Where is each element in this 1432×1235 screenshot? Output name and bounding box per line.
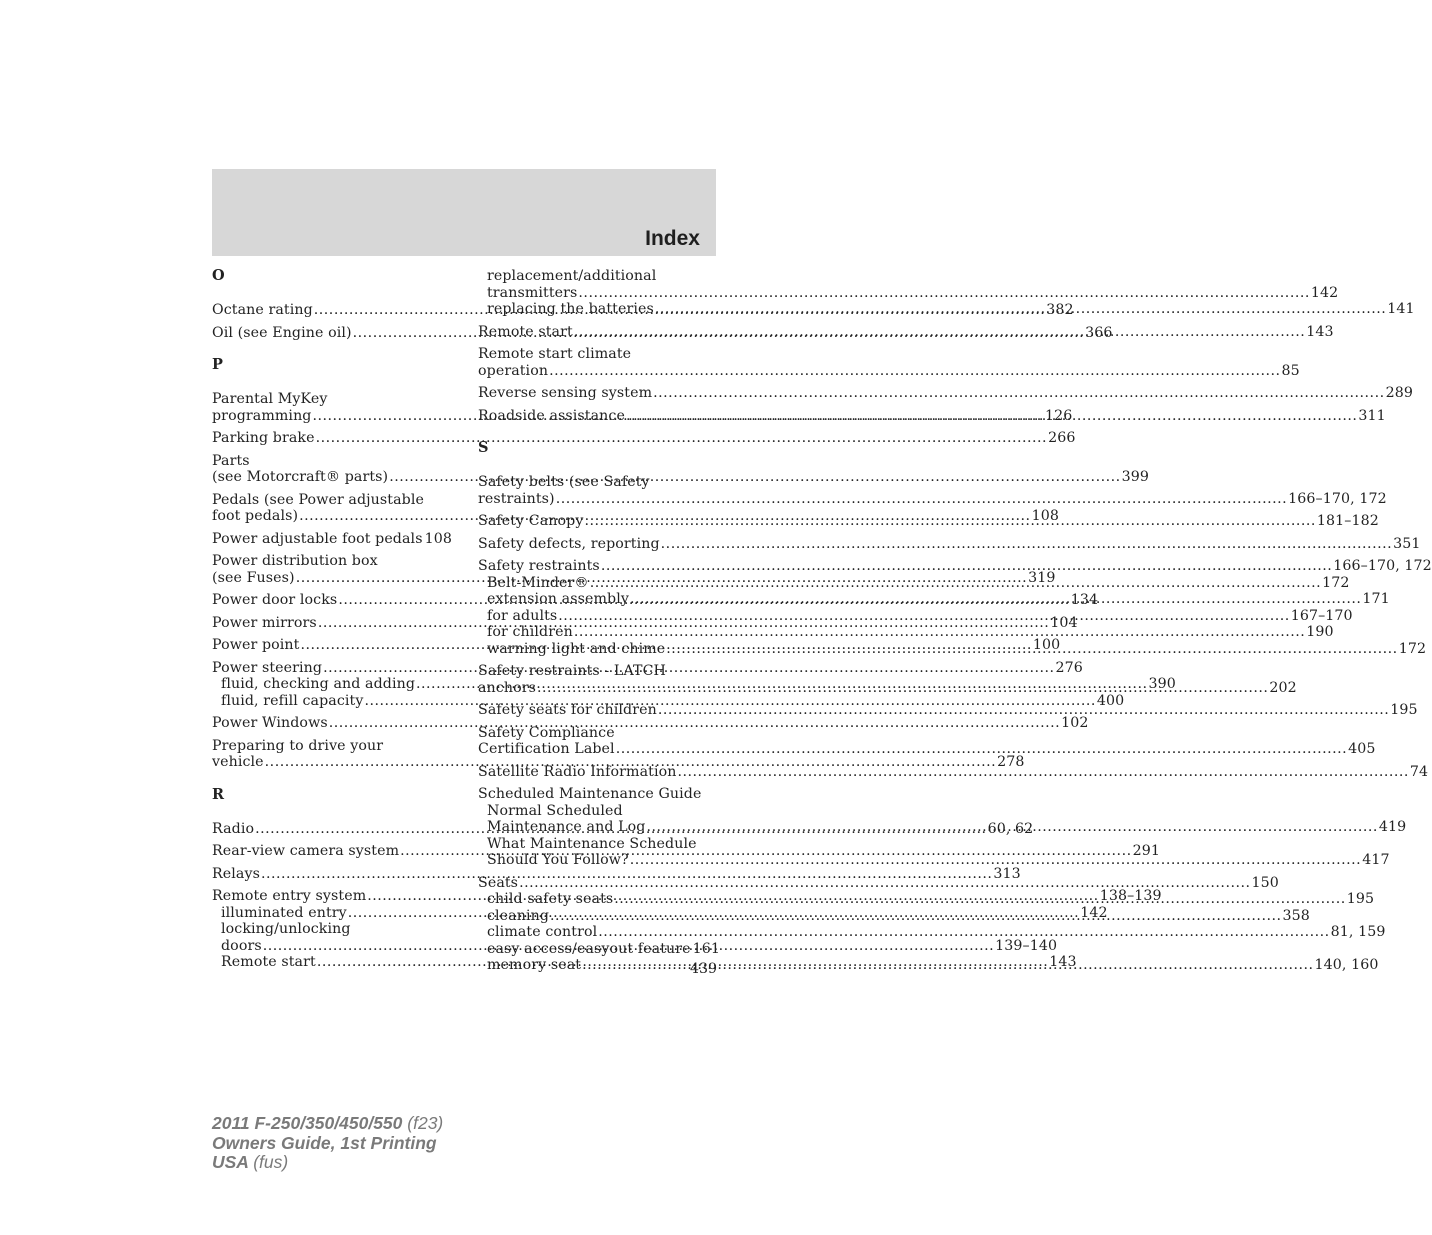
index-page-ref: 181–182 [1316, 513, 1379, 529]
index-term: Remote entry system [212, 888, 367, 904]
index-page-ref: 313 [993, 865, 1021, 882]
footer-market-line [212, 1153, 443, 1173]
index-subentry-line [478, 940, 721, 958]
index-entry-line [212, 738, 450, 755]
index-page-ref: 351 [1393, 535, 1421, 552]
index-page-ref: 172 [1322, 574, 1350, 591]
index-term: Reverse sensing system [478, 385, 653, 401]
index-page-ref: 81, 159 [1330, 924, 1386, 940]
index-term: restraints) [478, 490, 555, 507]
dot-leader [556, 491, 1287, 508]
index-term: Power point [212, 637, 300, 653]
index-entry [478, 702, 1418, 719]
index-page-ref: 417 [1362, 852, 1390, 868]
index-page-ref: 142 [1310, 284, 1339, 301]
index-term: cleaning [487, 907, 550, 924]
index-page-ref: 141 [1387, 301, 1415, 317]
index-page-ref: 171 [1362, 591, 1390, 607]
index-page-ref: 143 [1306, 323, 1334, 340]
index-term: replacement/additional [487, 268, 657, 284]
index-term: (see Motorcraft® parts) [212, 469, 389, 485]
dot-leader [655, 301, 1386, 318]
index-page-ref: 319 [1028, 569, 1056, 586]
index-page-ref: 108 [1031, 508, 1059, 524]
index-entry-line [478, 385, 1413, 402]
index-entry-line [478, 874, 1279, 892]
index-term: Remote start [221, 954, 316, 970]
footer-model-code: (f23) [407, 1113, 444, 1133]
index-entry [478, 763, 1429, 781]
index-page-ref: 366 [1085, 324, 1113, 341]
footer-edition: Owners Guide, 1st Printing [212, 1132, 437, 1153]
index-page-ref: 311 [1358, 407, 1386, 424]
index-entry-line [212, 531, 450, 548]
index-entry-line [212, 715, 1089, 732]
index-letter-heading: O [212, 267, 225, 284]
document-footer [212, 1114, 443, 1173]
index-term: Should You Follow? [487, 852, 629, 868]
index-entry-line [478, 558, 1432, 575]
dot-leader [584, 513, 1315, 530]
index-page-ref: 100 [1032, 637, 1061, 653]
index-term: operation [478, 362, 549, 379]
index-subentry-line [212, 921, 450, 938]
index-term: locking/unlocking [221, 921, 351, 937]
dot-leader [653, 385, 1384, 402]
index-term: transmitters [487, 284, 578, 301]
index-page-ref: 419 [1378, 819, 1407, 835]
index-entry [478, 346, 1300, 379]
index-term: Pedals (see Power adjustable [212, 491, 424, 508]
index-page-ref: 276 [1055, 659, 1083, 676]
index-term: child safety seats [487, 891, 614, 907]
index-page-ref: 108 [424, 530, 452, 547]
index-term: easy access/easyout feature [487, 940, 691, 957]
index-subentry-line [478, 624, 1334, 641]
section-title: Index [645, 227, 700, 250]
index-term: Safety belts (see Safety [478, 474, 650, 490]
index-page-ref: 291 [1132, 843, 1160, 859]
dot-leader [601, 558, 1332, 575]
footer-model-line [212, 1114, 443, 1134]
index-page-ref: 134 [1070, 592, 1099, 608]
index-term: Safety restraints - LATCH [478, 663, 667, 679]
index-term: Parking brake [212, 430, 315, 446]
index-term: Power steering [212, 659, 323, 676]
index-letter-heading: P [212, 356, 224, 373]
index-page-ref: 161 [692, 940, 721, 957]
dot-leader [598, 924, 1329, 941]
dot-leader [578, 285, 1309, 302]
index-term: Seats [478, 874, 519, 891]
dot-leader [616, 741, 1347, 758]
dot-leader [550, 908, 1281, 925]
index-term: Power Windows [212, 715, 328, 731]
index-term: fluid, refill capacity [221, 692, 364, 709]
index-page-ref: 202 [1269, 679, 1297, 696]
index-term: (see Fuses) [212, 569, 295, 586]
index-term: Relays [212, 865, 260, 882]
index-letter-heading: S [478, 439, 489, 456]
footer-market: USA [212, 1152, 249, 1172]
dot-leader [549, 363, 1280, 380]
dot-leader [630, 852, 1361, 869]
index-page-ref: 172 [1398, 640, 1427, 657]
index-page-ref: 195 [1346, 891, 1375, 907]
index-entry [478, 535, 1421, 553]
index-entry-line [478, 663, 716, 680]
index-term: Power mirrors [212, 614, 317, 631]
index-entry [478, 385, 1413, 402]
index-term: for adults [487, 607, 558, 624]
index-term: for children [487, 624, 573, 640]
index-term: extension assembly [487, 591, 629, 607]
dot-leader [537, 680, 1268, 697]
index-page-ref: 60, 62 [987, 820, 1034, 837]
dot-leader [666, 641, 1397, 658]
index-term: Safety Canopy [478, 513, 584, 529]
index-term: programming [212, 407, 312, 424]
index-page-ref: 167–170 [1290, 607, 1353, 624]
index-entry-line [478, 725, 716, 742]
index-subentry-line [478, 924, 1386, 941]
index-term: Remote start [478, 323, 573, 340]
index-entry-line [212, 492, 450, 509]
index-term: Rear-view camera system [212, 843, 400, 859]
dot-leader [626, 408, 1357, 425]
index-entry [212, 715, 1089, 732]
index-term: Satellite Radio Information [478, 763, 677, 780]
index-term: doors [221, 937, 262, 954]
index-page-ref: 138–139 [1099, 888, 1162, 904]
index-page-ref: 150 [1251, 874, 1279, 891]
dot-leader [614, 891, 1345, 908]
index-letter-heading: R [212, 785, 225, 803]
dot-leader [574, 624, 1305, 641]
index-page-ref: 382 [1046, 302, 1074, 318]
index-entry [212, 430, 1076, 447]
index-page-ref: 85 [1281, 362, 1300, 379]
index-page-ref: 266 [1048, 430, 1076, 446]
index-entry-line [478, 474, 716, 491]
index-page-ref: 400 [1096, 692, 1125, 709]
index-entry-line [212, 430, 1076, 447]
index-term: What Maintenance Schedule [487, 835, 697, 852]
index-page-ref: 289 [1385, 385, 1413, 401]
index-term: Normal Scheduled [487, 802, 623, 819]
index-page-ref: 278 [997, 754, 1025, 770]
index-term: fluid, checking and adding [221, 676, 416, 692]
index-entry [212, 531, 450, 548]
index-entry-line [478, 535, 1421, 553]
index-page-ref: 140, 160 [1314, 957, 1379, 973]
index-page-ref: 405 [1348, 741, 1376, 757]
dot-leader [558, 608, 1289, 625]
index-page-ref: 390 [1148, 676, 1176, 692]
index-page-ref: 139–140 [995, 937, 1058, 954]
dot-leader [677, 764, 1408, 781]
index-page-ref: 143 [1049, 954, 1077, 970]
index-page-ref: 74 [1409, 763, 1429, 780]
index-entry-line [478, 490, 1387, 508]
index-term: Safety seats for children [478, 702, 657, 718]
index-term: Radio [212, 820, 255, 837]
index-term: illuminated entry [221, 904, 347, 921]
index-page-ref: 104 [1050, 614, 1078, 631]
index-subentry-line [478, 852, 1390, 869]
index-page-ref: 166–170, 172 [1288, 490, 1387, 507]
index-term: Maintenance and Log [487, 819, 646, 835]
index-term: Roadside assistance [478, 407, 625, 424]
index-term: Power door locks [212, 592, 338, 608]
index-term: Power adjustable foot pedals [212, 530, 423, 547]
index-term: Scheduled Maintenance Guide [478, 786, 702, 802]
index-term: foot pedals) [212, 508, 299, 524]
dot-leader [646, 819, 1377, 836]
index-term: climate control [487, 924, 598, 940]
index-entry-line [478, 786, 716, 803]
index-term: Oil (see Engine oil) [212, 324, 352, 341]
index-page-ref: 102 [1061, 715, 1089, 731]
index-page-ref: 190 [1306, 624, 1334, 640]
index-term: replacing the batteries [487, 301, 654, 317]
dot-leader [658, 702, 1389, 719]
page-number: 439 [690, 961, 718, 977]
index-entry-line [478, 741, 1376, 758]
index-term: warning light and chime [487, 640, 666, 657]
footer-model: 2011 F-250/350/450/550 [212, 1113, 403, 1133]
index-page-ref: 399 [1121, 469, 1150, 485]
index-term: Power distribution box [212, 553, 378, 569]
index-entry-line [212, 754, 1025, 771]
index-entry-line [212, 453, 450, 470]
index-term: Safety defects, reporting [478, 535, 660, 552]
index-entry-line [478, 362, 1300, 380]
index-term: Belt-Minder® [487, 574, 589, 591]
dot-leader [630, 591, 1361, 608]
index-entry-line [478, 702, 1418, 719]
index-term: memory seat [487, 957, 582, 973]
dot-leader [519, 875, 1250, 892]
index-page-ref: 126 [1044, 407, 1073, 424]
index-entry-line [212, 553, 450, 570]
index-term: Preparing to drive your [212, 737, 384, 754]
index-entry-line [478, 763, 1429, 781]
index-page-ref: 195 [1390, 702, 1418, 718]
index-entry-line [212, 391, 450, 408]
index-term: Certification Label [478, 741, 615, 757]
dot-leader [574, 324, 1305, 341]
index-term: Octane rating [212, 302, 313, 318]
index-page-ref: 358 [1282, 907, 1310, 924]
index-term: anchors [478, 679, 536, 696]
index-entry-line [478, 346, 716, 363]
footer-market-code: (fus) [253, 1152, 289, 1172]
dot-leader [590, 575, 1321, 592]
index-term: vehicle [212, 754, 264, 770]
index-term: Safety Compliance [478, 724, 615, 741]
index-term: Parental MyKey [212, 391, 328, 407]
index-term: Safety restraints [478, 558, 600, 574]
index-page-ref: 142 [1080, 904, 1108, 921]
dot-leader [661, 536, 1392, 553]
index-subentry-line [478, 284, 1339, 302]
index-term: Remote start climate [478, 346, 632, 362]
section-header-bar [212, 169, 716, 256]
index-entry [478, 724, 1376, 758]
index-subentry-line [478, 803, 716, 820]
index-page-ref: 166–170, 172 [1333, 558, 1432, 574]
index-subentry-line [478, 836, 716, 853]
index-subentry-line [478, 268, 716, 285]
index-term: Parts [212, 452, 250, 469]
